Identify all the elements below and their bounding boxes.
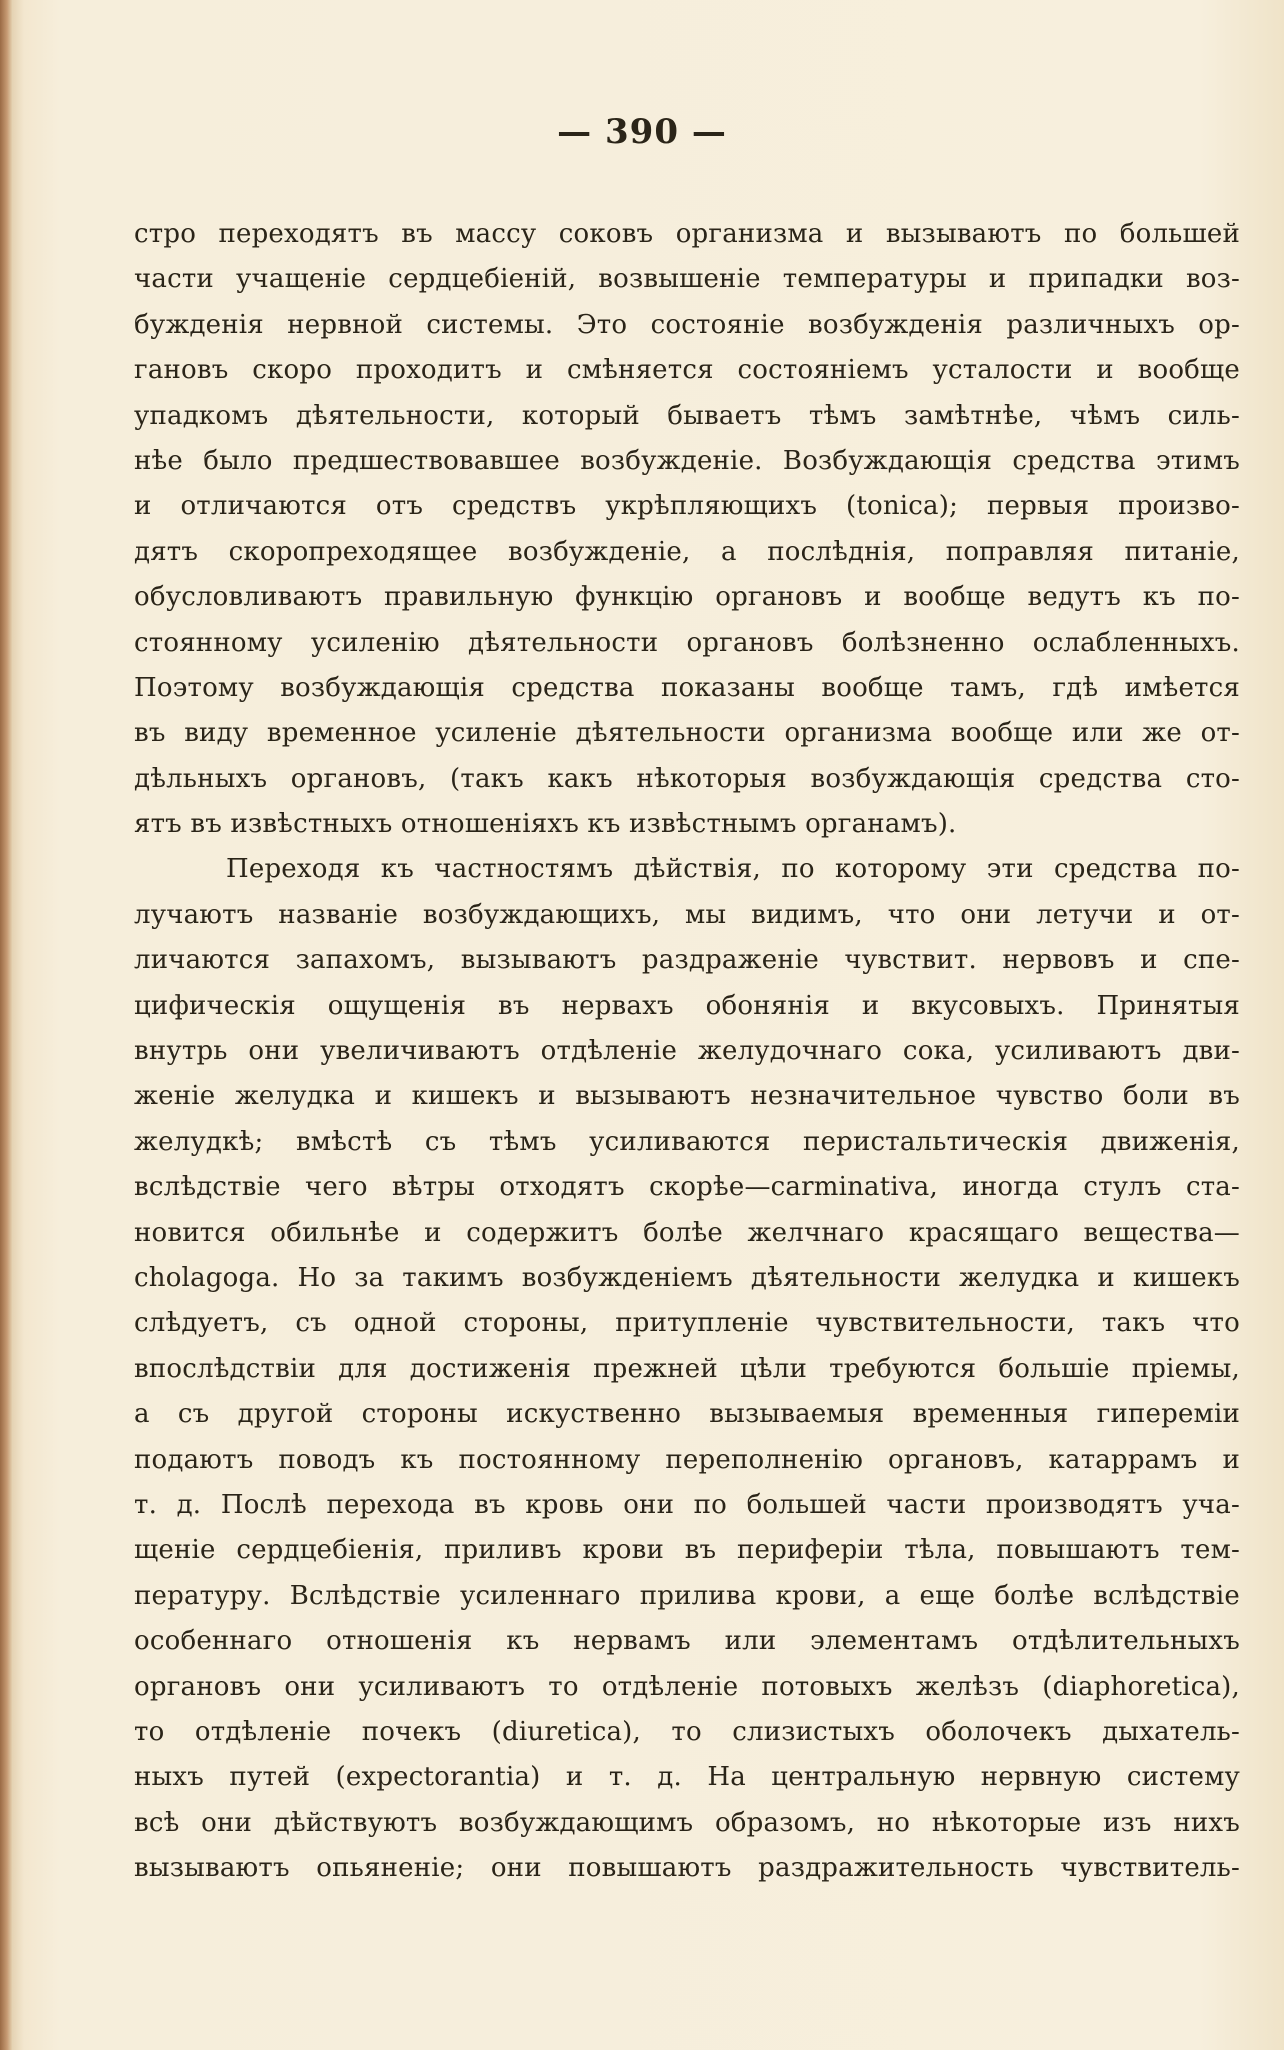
text-line: въ виду временное усиленіе дѣятельности организма вообще или же от- — [134, 718, 1240, 749]
text-line: ныхъ путей (expectorantia) и т. д. На центральную нервную систему — [134, 1762, 1240, 1793]
text-line: цифическія ощущенія въ нервахъ обонянія и вкусовыхъ. Принятыя — [134, 990, 1240, 1021]
text-line: cholagoga. Но за такимъ возбужденіемъ дѣятельности желудка и кишекъ — [134, 1262, 1240, 1293]
text-line: новится обильнѣе и содержитъ болѣе желчнаго красящаго вещества— — [134, 1217, 1240, 1248]
text-line: стро переходятъ въ массу соковъ организма и вызываютъ по большей — [134, 219, 1240, 249]
text-line: лучаютъ названіе возбуждающихъ, мы видимъ, что они летучи и от- — [134, 899, 1240, 930]
text-line: всѣ они дѣйствуютъ возбуждающимъ образомъ, но нѣкоторые изъ нихъ — [134, 1807, 1240, 1838]
text-line: личаются запахомъ, вызываютъ раздраженіе чувствит. нервовъ и спе- — [134, 945, 1240, 976]
paragraph-start-line: Переходя къ частностямъ дѣйствія, по которому эти средства по- — [226, 854, 1240, 885]
text-line: а съ другой стороны искуственно вызываемыя временныя гипереміи — [134, 1399, 1240, 1430]
text-line: дятъ скоропреходящее возбужденіе, а послѣднія, поправляя питаніе, — [134, 536, 1240, 567]
text-line: то отдѣленіе почекъ (diuretica), то слизистыхъ оболочекъ дыхатель- — [134, 1716, 1240, 1747]
text-line: подаютъ поводъ къ постоянному переполненію органовъ, катаррамъ и — [134, 1444, 1240, 1475]
text-line: вслѣдствіе чего вѣтры отходятъ скорѣе—carminativa, иногда стулъ ста- — [134, 1172, 1240, 1203]
text-line: впослѣдствіи для достиженія прежней цѣли требуются большіе пріемы, — [134, 1353, 1240, 1384]
text-line: желудкѣ; вмѣстѣ съ тѣмъ усиливаются перистальтическія движенія, — [134, 1126, 1240, 1157]
text-line: вызываютъ опьяненіе; они повышаютъ раздражительность чувствитель- — [134, 1853, 1240, 1884]
text-line: слѣдуетъ, съ одной стороны, притупленіе чувствительности, такъ что — [134, 1308, 1240, 1339]
text-line: нѣе было предшествовавшее возбужденіе. Возбуждающія средства этимъ — [134, 445, 1240, 476]
text-line: пературу. Вслѣдствіе усиленнаго прилива крови, а еще болѣе вслѣдствіе — [134, 1580, 1240, 1611]
text-line: и отличаются отъ средствъ укрѣпляющихъ (tonica); первыя произво- — [134, 491, 1240, 522]
text-line: особеннаго отношенія къ нервамъ или элементамъ отдѣлительныхъ — [134, 1626, 1240, 1657]
text-line: части учащеніе сердцебіеній, возвышеніе температуры и припадки воз- — [134, 264, 1240, 295]
text-line: дѣльныхъ органовъ, (такъ какъ нѣкоторыя возбуждающія средства сто- — [134, 763, 1240, 794]
text-line: Поэтому возбуждающія средства показаны вообще тамъ, гдѣ имѣется — [134, 672, 1240, 703]
body-text — [134, 212, 1240, 1891]
book-spine-edge — [0, 0, 12, 2050]
text-line: стоянному усиленію дѣятельности органовъ болѣзненно ослабленныхъ. — [134, 627, 1240, 658]
page-number: — 390 — — [557, 112, 727, 152]
text-line: органовъ они усиливаютъ то отдѣленіе потовыхъ желѣзъ (diaphoretica), — [134, 1671, 1240, 1702]
text-line: упадкомъ дѣятельности, который бываетъ тѣмъ замѣтнѣе, чѣмъ силь- — [134, 400, 1240, 431]
text-line: внутрь они увеличиваютъ отдѣленіе желудочнаго сока, усиливаютъ дви- — [134, 1036, 1240, 1067]
text-line: бужденія нервной системы. Это состояніе возбужденія различныхъ ор- — [134, 309, 1240, 340]
text-line: щеніе сердцебіенія, приливъ крови въ периферіи тѣла, повышаютъ тем- — [134, 1535, 1240, 1566]
text-line: т. д. Послѣ перехода въ кровь они по большей части производятъ уча- — [134, 1489, 1240, 1520]
text-line: женіе желудка и кишекъ и вызываютъ незначительное чувство боли въ — [134, 1081, 1240, 1112]
text-line: обусловливаютъ правильную функцію органовъ и вообще ведутъ къ по- — [134, 582, 1240, 613]
text-line: гановъ скоро проходитъ и смѣняется состояніемъ усталости и вообще — [134, 355, 1240, 386]
paragraph-end-line: ятъ въ извѣстныхъ отношеніяхъ къ извѣстнымъ органамъ). — [134, 809, 957, 840]
